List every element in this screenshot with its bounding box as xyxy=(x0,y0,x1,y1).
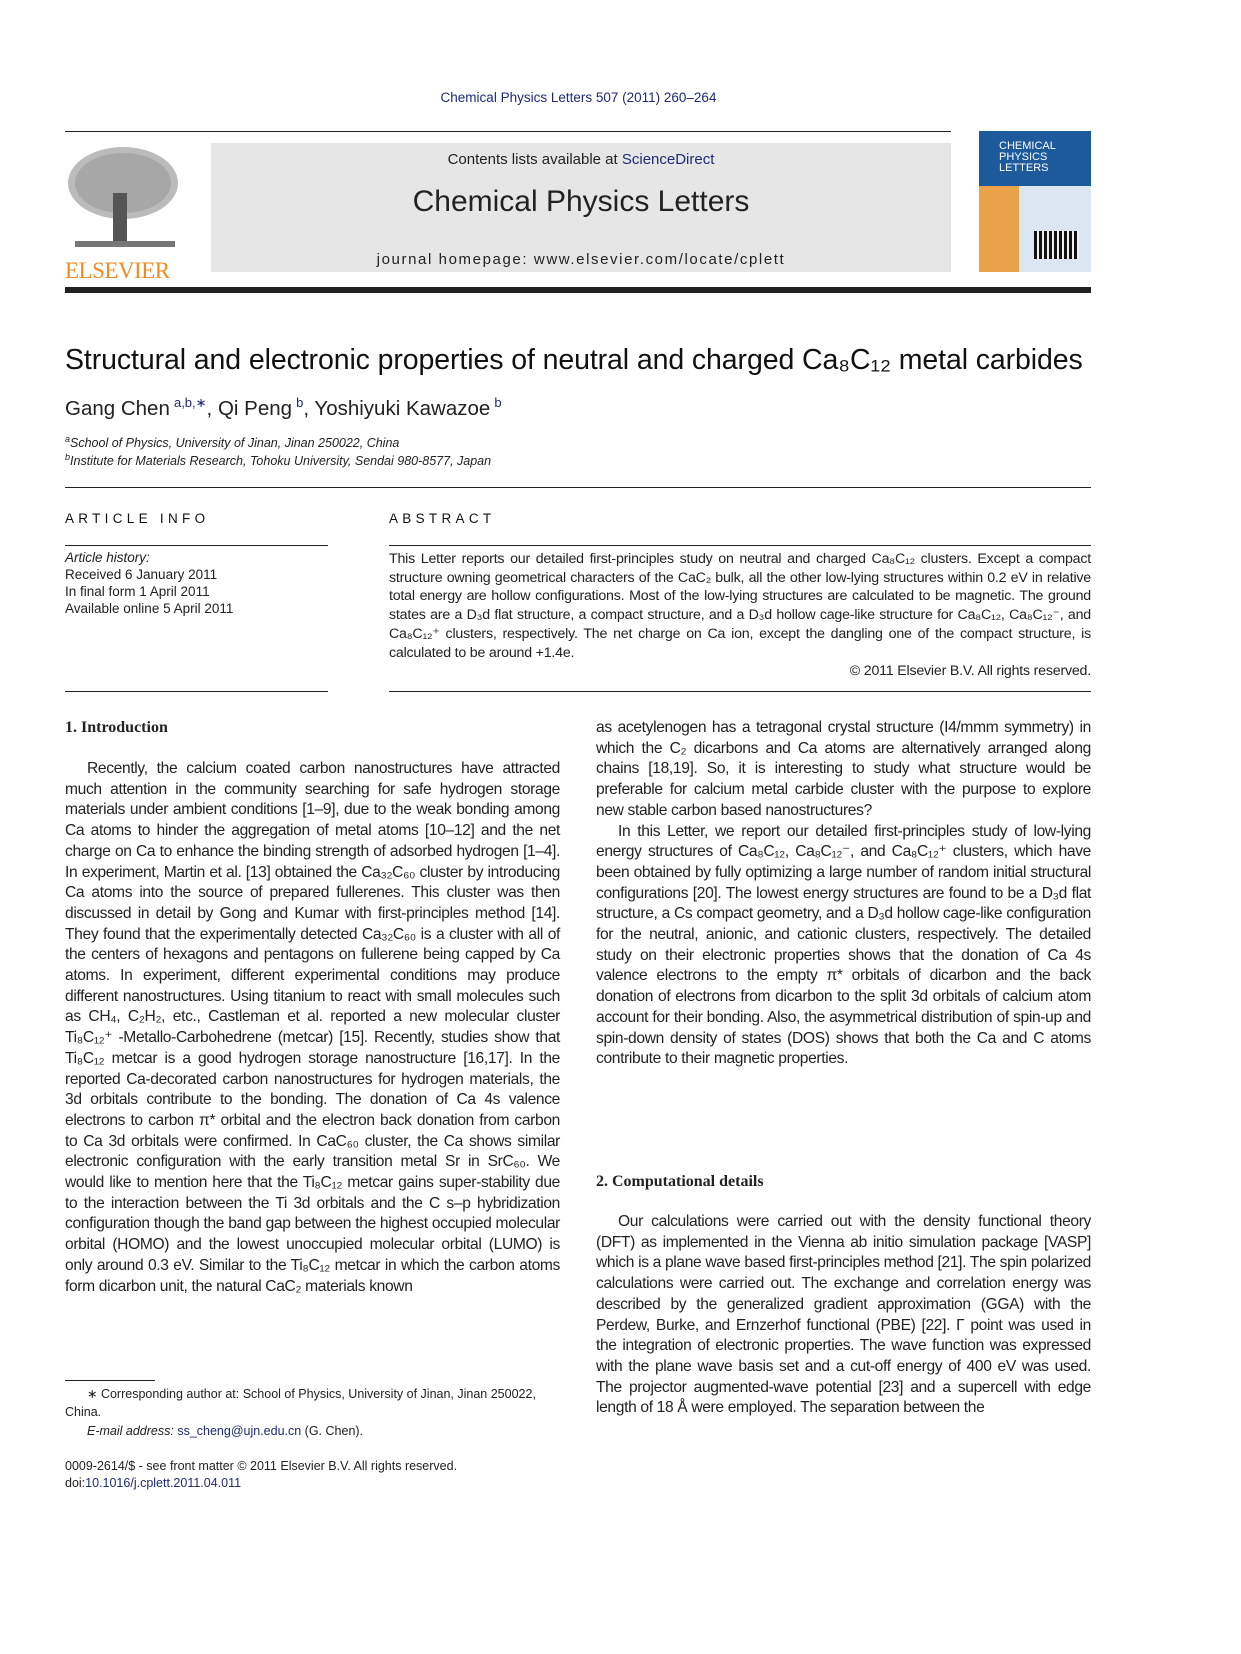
doi-link[interactable]: 10.1016/j.cplett.2011.04.011 xyxy=(85,1476,242,1490)
cover-title-line: LETTERS xyxy=(999,162,1049,174)
journal-title: Chemical Physics Letters xyxy=(412,185,750,218)
front-matter xyxy=(65,1458,457,1492)
journal-citation[interactable]: Chemical Physics Letters 507 (2011) 260–264 xyxy=(440,90,717,105)
abstract-heading: ABSTRACT xyxy=(389,511,496,526)
footnote-rule xyxy=(65,1380,155,1381)
email-link[interactable]: ss_cheng@ujn.edu.cn xyxy=(177,1424,302,1438)
homepage-label: journal homepage: xyxy=(376,251,534,268)
abstract-text: This Letter reports our detailed first-principles study on neutral and charged Ca₈C₁₂ clusters. Except a compact structure owning geometrical characters of the CaC₂ bulk, all the other low-lying structures within 0.2 eV in relative total energy are hollow configurations. Most of the low-lying structures are calculated to be magnetic. The ground states are a D₃d flat structure, a compact structure, and a D₃d hollow cage-like structure for Ca₈C₁₂, Ca₈C₁₂⁻, and Ca₈C₁₂⁺ clusters, respectively. The net charge on Ca ion, except the dangling one of the compact structure, is calculated to be around +1.4e. xyxy=(389,551,1091,661)
article-info-heading: ARTICLE INFO xyxy=(65,511,210,526)
paragraph: In this Letter, we report our detailed first-principles study of low-lying energy structures of Ca₈C₁₂, Ca₈C₁₂⁻, and Ca₈C₁₂⁺ clusters, which have been obtained by fully optimizing a large number of random initial structural configurations [20]. The lowest energy structures are found to be a D₃d flat structure, a Cs compact geometry, and a D₃d hollow cage-like configuration for the neutral, anionic, and cationic clusters, respectively. The detailed study on their electronic properties shows that the donation of Ca 4s valence electrons to the empty π* orbitals of dicarbon and the back donation of electrons from dicarbon to the split 3d orbitals of calcium atom account for their bonding. Also, the asymmetrical distribution of spin-up and spin-down density of states (DOS) shows that both the Ca and C atoms contribute to their magnetic properties. xyxy=(596,822,1091,1068)
paragraph: as acetylenogen has a tetragonal crystal structure (I4/mmm symmetry) in which the C₂ dicarbons and Ca atoms are alternatively arranged along chains [18,19]. So, it is interesting to study what structure would be preferable for calcium metal carbide cluster with the purpose to explore new stable carbon based nanostructures? xyxy=(596,719,1091,819)
affiliation-text: School of Physics, University of Jinan, Jinan 250022, China xyxy=(70,436,400,451)
author-marks[interactable]: b xyxy=(494,395,502,410)
cover-title-line: CHEMICAL xyxy=(999,140,1056,152)
section-heading-introduction: 1. Introduction xyxy=(65,719,168,736)
author-name[interactable]: Gang Chen xyxy=(65,396,170,420)
doi-label: doi: xyxy=(65,1476,86,1490)
footnote xyxy=(65,1386,560,1441)
article-history xyxy=(65,549,233,617)
author-marks[interactable]: a,b,∗ xyxy=(173,395,207,410)
affiliation-text: Institute for Materials Research, Tohoku University, Sendai 980-8577, Japan xyxy=(70,454,492,469)
right-column-2 xyxy=(596,1212,1091,1419)
elsevier-logo xyxy=(65,143,182,283)
history-item: Available online 5 April 2011 xyxy=(65,601,234,616)
right-column xyxy=(596,718,1091,1070)
divider xyxy=(65,691,328,692)
email-label: E-mail address: xyxy=(87,1424,178,1438)
journal-cover xyxy=(979,131,1091,272)
paragraph: Recently, the calcium coated carbon nanostructures have attracted much attention in the community searching for safe hydrogen storage materials under ambient conditions [1–9], due to the weak bonding among Ca atoms to hinder the aggregation of metal atoms [10–12] and the net charge on Ca to enhance the binding strength of adsorbed hydrogen [1–4]. In experiment, Martin et al. [13] obtained the Ca₃₂C₆₀ cluster by introducing Ca atoms into the source of prepared fullerenes. This cluster was then discussed in detail by Gong and Kumar with first-principles method [14]. They found that the experimentally detected Ca₃₂C₆₀ is a cluster with all of the centers of hexagons and pentagons on fullerene being capped by Ca atoms. In experiment, different experimental conditions may produce different nanostructures. Using titanium to react with small molecules such as CH₄, C₂H₂, etc., Castleman et al. reported a new molecular cluster Ti₈C₁₂⁺ -Metallo-Carbohedrene (metcar) [15]. Recently, studies show that Ti₈C₁₂ metcar is a good hydrogen storage nanostructure [16,17]. In the reported Ca-decorated carbon nanostructures for hydrogen materials, the 3d orbitals contribute to the bonding. The donation of Ca 4s valence electrons to carbon π* orbital and the electron back donation from carbon to Ca 3d orbitals were confirmed. In CaC₆₀ cluster, the Ca shows similar electronic configuration with the early transition metal Sr in SrC₆₀. We would like to mention here that the Ti₈C₁₂ metcar gains super-stability due to the interaction between the Ti 3d orbitals and the C s–p hybridization configuration though the band gap between the highest occupied molecular orbital (HOMO) and the lowest unoccupied molecular orbital (LUMO) is only around 0.3 eV. Similar to the Ti₈C₁₂ metcar in which the carbon atoms form dicarbon unit, the natural CaC₂ materials known xyxy=(65,760,560,1295)
abstract xyxy=(389,550,1091,681)
paragraph: Our calculations were carried out with the density functional theory (DFT) as implemented in the Vienna ab initio simulation package [VASP] which is a plane wave based first-principles method [21]. The spin polarized calculations were carried out. The exchange and correlation energy was described by the generalized gradient approximation (GGA) with the Perdew, Burke, and Ernzerhof functional (PBE) [22]. Γ point was used in the integration of electronic properties. The wave function was expressed with the plane wave basis set and a cut-off energy of 400 eV was used. The projector augmented-wave potential [23] and a supercell with edge length of 18 Å were employed. The separation between the xyxy=(596,1213,1091,1417)
divider xyxy=(65,545,328,546)
history-item: In final form 1 April 2011 xyxy=(65,584,210,599)
sciencedirect-link[interactable]: ScienceDirect xyxy=(621,151,715,168)
history-label: Article history: xyxy=(65,550,150,565)
header-thick-rule xyxy=(65,287,1091,293)
left-column xyxy=(65,759,560,1297)
divider xyxy=(65,487,1091,488)
author-name[interactable]: Yoshiyuki Kawazoe xyxy=(314,396,491,420)
journal-banner xyxy=(211,143,951,272)
header-divider xyxy=(65,131,951,132)
abstract-copyright: © 2011 Elsevier B.V. All rights reserved. xyxy=(849,663,1091,680)
affiliation xyxy=(65,452,491,468)
section-heading-computational: 2. Computational details xyxy=(596,1173,764,1190)
homepage-link[interactable]: www.elsevier.com/locate/cplett xyxy=(533,251,786,268)
divider xyxy=(389,545,1091,546)
article-title: Structural and electronic properties of neutral and charged Ca₈C₁₂ metal carbides xyxy=(65,344,1083,376)
affiliation-mark: a xyxy=(65,434,71,444)
corresponding-author-note: ∗ Corresponding author at: School of Physics, University of Jinan, Jinan 250022, China. xyxy=(65,1387,536,1419)
author-list: Gang Chen $^{a,b,∗}$, Qi Peng $^b$, Yoshiyuki Kawazoe $^b$ xyxy=(65,395,502,420)
affiliation-mark: b xyxy=(65,452,71,462)
issn-line: 0009-2614/$ - see front matter © 2011 Elsevier B.V. All rights reserved. xyxy=(65,1459,458,1473)
author-marks[interactable]: b xyxy=(296,395,304,410)
contents-line xyxy=(211,151,951,168)
publisher-name: ELSEVIER xyxy=(65,258,170,283)
divider xyxy=(389,691,1091,692)
history-item: Received 6 January 2011 xyxy=(65,567,218,582)
email-suffix: (G. Chen). xyxy=(301,1424,364,1438)
affiliation xyxy=(65,434,399,450)
tree-icon xyxy=(65,143,182,251)
journal-homepage xyxy=(211,251,951,268)
contents-prefix: Contents lists available at xyxy=(447,151,622,168)
author-name[interactable]: Qi Peng xyxy=(217,396,293,420)
cover-title-line: PHYSICS xyxy=(999,151,1048,163)
